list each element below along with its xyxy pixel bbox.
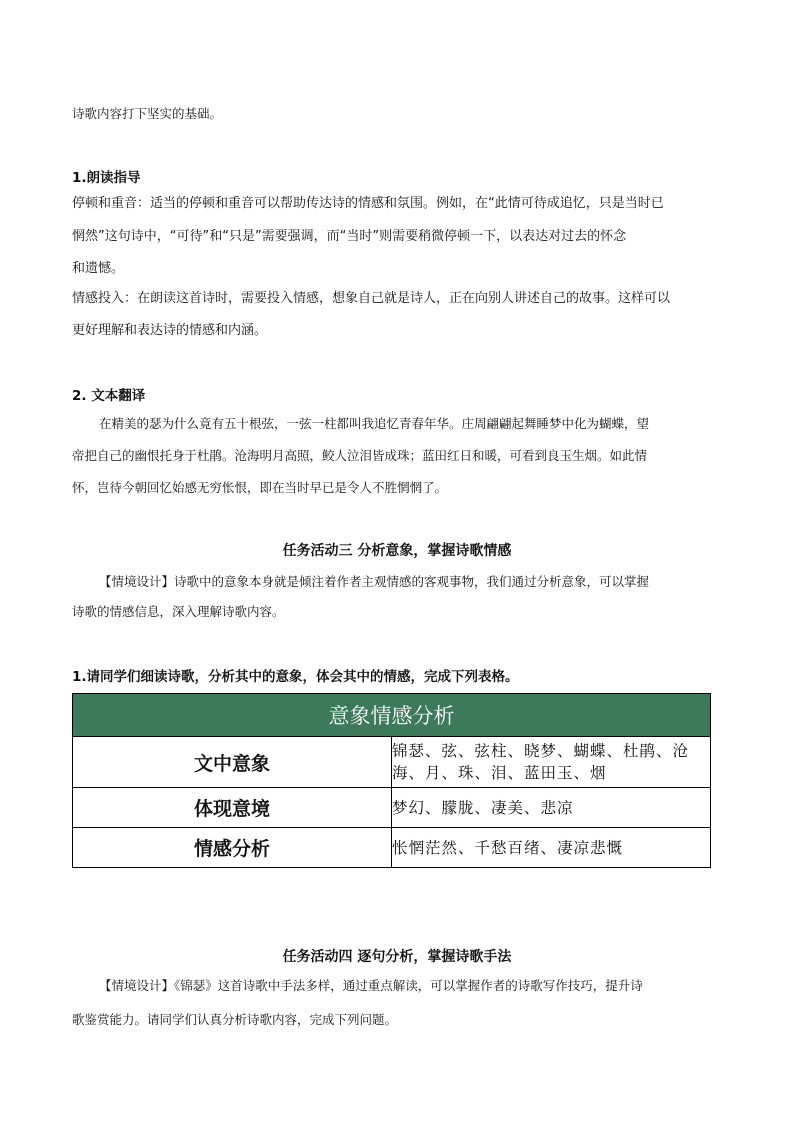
- translation-line: 在精美的瑟为什么竟有五十根弦，一弦一柱都叫我追忆青春年华。庄周翩翩起舞睡梦中化为蝴蝶，望: [99, 416, 650, 431]
- translation-line: 帝把自己的幽恨托身于杜鹃。沧海明月高照，鲛人泣泪皆成珠；蓝田红日和暖，可看到良玉生烟。如此情: [72, 448, 648, 463]
- reading-guide-line: 和遗憾。: [72, 261, 125, 276]
- row-label: 情感分析: [73, 828, 392, 868]
- row-label: 文中意象: [73, 737, 392, 788]
- row-value: 怅惘茫然、千愁百绪、凄凉悲慨: [392, 828, 711, 868]
- reading-guide-line: 停顿和重音：适当的停顿和重音可以帮助传达诗的情感和氛围。例如，在“此情可待成追忆，只是当时已: [72, 196, 664, 211]
- reading-guide-line: 惘然”这句诗中，“可待”和“只是”需要强调，而“当时”则需要稍微停顿一下，以表达对过去的怀念: [72, 229, 627, 244]
- table-row: [73, 788, 711, 828]
- table-header: 意象情感分析: [73, 694, 711, 737]
- reading-guide-line: 情感投入：在朗读这首诗时，需要投入情感，想象自己就是诗人，正在向别人讲述自己的故事。这样可以: [72, 291, 671, 306]
- activity-four-title: 任务活动四 逐句分析，掌握诗歌手法: [282, 949, 512, 965]
- activity-three-question: 1.请同学们细读诗歌，分析其中的意象，体会其中的情感，完成下列表格。: [72, 669, 519, 685]
- intro-tail-text: 诗歌内容打下坚实的基础。: [72, 106, 223, 121]
- section-heading-reading-guide: 1.朗读指导: [72, 170, 141, 186]
- table-row: [73, 737, 711, 788]
- row-value: 锦瑟、弦、弦柱、晓梦、蝴蝶、杜鹃、沧海、月、珠、泪、蓝田玉、烟: [392, 737, 711, 788]
- image-emotion-analysis-table: [72, 693, 711, 868]
- activity-four-design-line: 歌鉴赏能力。请同学们认真分析诗歌内容，完成下列问题。: [72, 1012, 398, 1027]
- section-heading-translation: 2. 文本翻译: [72, 388, 146, 404]
- activity-three-design-line: 诗歌的情感信息，深入理解诗歌内容。: [72, 604, 285, 619]
- row-value: 梦幻、朦胧、凄美、悲凉: [392, 788, 711, 828]
- translation-line: 怀，岂待今朝回忆始感无穷怅恨，即在当时早已是令人不胜惘惘了。: [72, 480, 448, 495]
- activity-three-title: 任务活动三 分析意象，掌握诗歌情感: [282, 543, 512, 559]
- table-row: [73, 828, 711, 868]
- activity-three-design-line: 【情境设计】诗歌中的意象本身就是倾注着作者主观情感的客观事物，我们通过分析意象，可以掌握: [99, 574, 650, 589]
- reading-guide-line: 更好理解和表达诗的情感和内涵。: [72, 323, 268, 338]
- row-label: 体现意境: [73, 788, 392, 828]
- activity-four-design-line: 【情境设计】《锦瑟》这首诗歌中手法多样，通过重点解读，可以掌握作者的诗歌写作技巧，提升诗: [99, 978, 643, 993]
